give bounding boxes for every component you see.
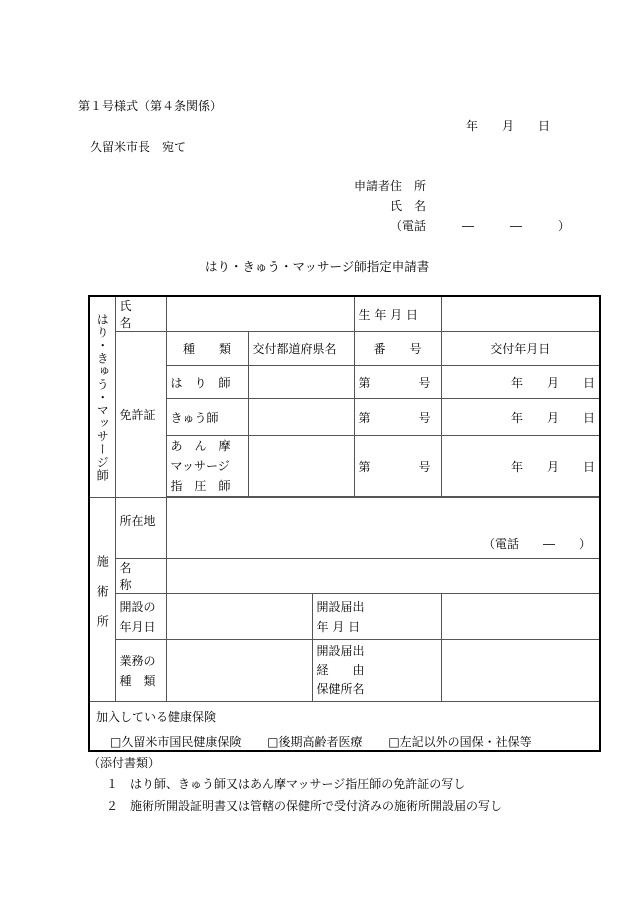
insurance-option-kurume[interactable]: □久留米市国民健康保険 — [110, 735, 242, 749]
license-number-field[interactable]: 第 号 — [354, 436, 441, 497]
insurance-option-late-elderly[interactable]: □後期高齢者医療 — [267, 735, 363, 749]
col-type-header: 種 類 — [166, 332, 248, 366]
notify-office-field[interactable] — [441, 640, 600, 702]
practitioner-name-field[interactable] — [166, 296, 354, 332]
birthdate-field[interactable] — [441, 296, 600, 332]
applicant-phone-label: （電話 ― ― ） — [390, 219, 571, 233]
anma-line-1: あ ん 摩 — [170, 439, 231, 453]
insurance-option-other[interactable]: □左記以外の国保・社保等 — [388, 735, 532, 749]
open-date-field[interactable] — [166, 594, 312, 640]
attachment-item: １ はり師、きゅう師又はあん摩マッサージ指圧師の免許証の写し — [106, 777, 466, 791]
form-title: はり・きゅう・マッサージ師指定申請書 — [205, 259, 430, 274]
license-issue-date-field[interactable]: 年 月 日 — [441, 436, 600, 497]
applicant-name-label: 氏 名 — [390, 199, 427, 213]
license-type-kyu: きゅう師 — [166, 399, 248, 436]
license-number-field[interactable]: 第 号 — [354, 399, 441, 436]
clinic-name-field[interactable] — [166, 559, 600, 594]
license-type-anma — [166, 436, 248, 497]
license-issue-date-field[interactable]: 年 月 日 — [441, 366, 600, 399]
col-issue-date-header: 交付年月日 — [441, 332, 600, 366]
attachments-title: （添付書類） — [88, 756, 161, 770]
license-type-hari: は り 師 — [166, 366, 248, 399]
applicant-address-label: 申請者住 所 — [354, 179, 427, 193]
open-date-label: 開設の 年月日 — [115, 594, 166, 640]
license-issue-date-field[interactable]: 年 月 日 — [441, 399, 600, 436]
attachment-item: ２ 施術所開設証明書又は管轄の保健所で受付済みの施術所開設届の写し — [106, 799, 503, 813]
addressee: 久留米市長 宛て — [90, 140, 187, 154]
date-line: 年 月 日 — [466, 119, 551, 133]
practitioner-section-label: はり・きゅう・マッサージ師 — [89, 296, 115, 498]
notify-date-field[interactable] — [441, 594, 600, 640]
license-prefecture-field[interactable] — [248, 436, 354, 497]
insurance-label: 加入している健康保険 — [96, 710, 217, 724]
license-number-field[interactable]: 第 号 — [354, 366, 441, 399]
notify-date-label: 開設届出 年 月 日 — [312, 594, 441, 640]
license-prefecture-field[interactable] — [248, 399, 354, 436]
business-type-field[interactable] — [166, 640, 312, 702]
clinic-section-label: 施術所 — [89, 498, 115, 702]
clinic-location-label: 所在地 — [115, 498, 166, 559]
license-prefecture-field[interactable] — [248, 366, 354, 399]
anma-line-2: マッサージ — [170, 459, 230, 473]
clinic-name-label: 名 称 — [115, 559, 166, 594]
clinic-phone-label: （電話 ― ） — [482, 537, 591, 551]
col-prefecture-header: 交付都道府県名 — [248, 332, 354, 366]
anma-line-3: 指 圧 師 — [170, 479, 231, 493]
insurance-cell — [89, 702, 600, 752]
birthdate-label: 生 年 月 日 — [354, 296, 441, 332]
form-number: 第１号様式（第４条関係） — [78, 99, 223, 113]
application-table — [88, 295, 601, 752]
clinic-location-field[interactable] — [166, 498, 600, 559]
notify-office-label: 開設届出 経 由 保健所名 — [312, 640, 441, 702]
business-type-label: 業務の 種 類 — [115, 640, 166, 702]
license-label: 免許証 — [115, 332, 166, 498]
practitioner-name-label: 氏 名 — [115, 296, 166, 332]
col-number-header: 番 号 — [354, 332, 441, 366]
